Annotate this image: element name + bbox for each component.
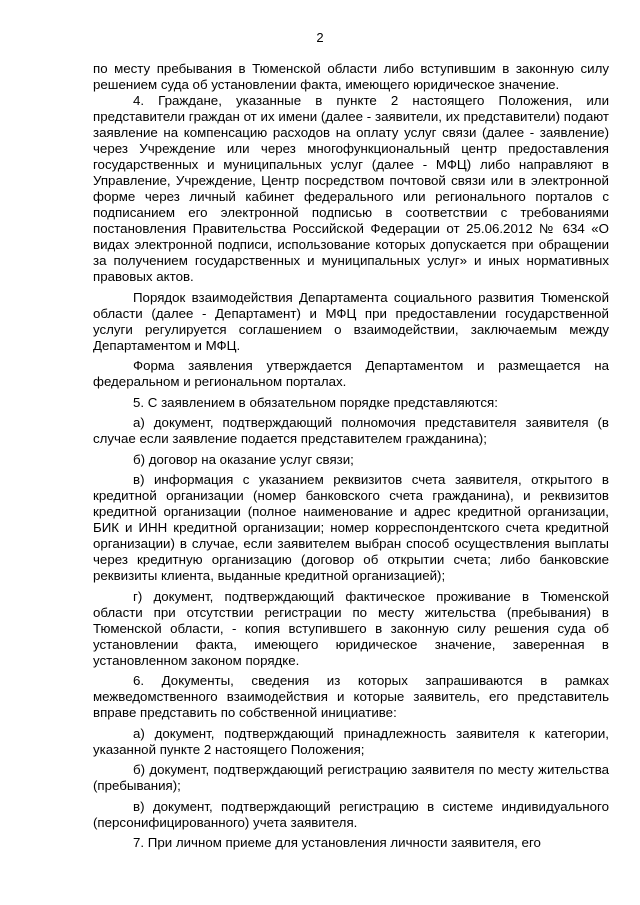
paragraph-item-6: 6. Документы, сведения из которых запрашиваются в рамках межведомственного взаимодействия и которые заявитель, его представитель вправе представить по собственной инициативе: — [93, 673, 609, 720]
page-number: 2 — [316, 30, 324, 45]
paragraph-item-7: 7. При личном приеме для установления личности заявителя, его — [133, 835, 541, 850]
paragraph-continuation: по месту пребывания в Тюменской области либо вступившим в законную силу решением суда об установлении факта, имеющего юридическое значение. — [93, 61, 609, 92]
paragraph-item-5a: а) документ, подтверждающий полномочия представителя заявителя (в случае если заявление подается представителем гражданина); — [93, 415, 609, 446]
paragraph-item-4: 4. Граждане, указанные в пункте 2 настоящего Положения, или представители граждан от их имени (далее - заявители, их представители) подают заявление на компенсацию расходов на оплату услуг связи (далее - заявление) через Учреждение или через многофункциональный центр предоставления государственных и муниципальных услуг (далее - МФЦ) либо направляют в Управление, Учреждение, Центр посредством почтовой связи или в электронной форме через личный кабинет федерального или регионального порталов с подписанием его электронной подписью в соответствии с требованиями постановления Правительства Российской Федерации от 25.06.2012 № 634 «О видах электронной подписи, использование которых допускается при обращении за получением государственных и муниципальных услуг» и иных нормативных правовых актов. — [93, 93, 609, 284]
paragraph-interaction-order: Порядок взаимодействия Департамента социального развития Тюменской области (далее - Департамент) и МФЦ при предоставлении государственной услуги регулируется соглашением о взаимодействии, заключаемым между Департаментом и МФЦ. — [93, 289, 609, 353]
paragraph-item-6a: а) документ, подтверждающий принадлежность заявителя к категории, указанной пункте 2 настоящего Положения; — [93, 725, 609, 757]
paragraph-item-5: 5. С заявлением в обязательном порядке представляются: — [133, 394, 498, 410]
paragraph-item-6v: в) документ, подтверждающий регистрацию в системе индивидуального (персонифицированного) учета заявителя. — [93, 798, 609, 830]
paragraph-item-6b: б) документ, подтверждающий регистрацию заявителя по месту жительства (пребывания); — [93, 762, 609, 793]
document-body — [93, 61, 609, 851]
paragraph-item-5b: б) договор на оказание услуг связи; — [133, 451, 354, 467]
paragraph-application-form: Форма заявления утверждается Департаментом и размещается на федеральном и региональном порталах. — [93, 358, 609, 389]
paragraph-item-5v: в) информация с указанием реквизитов счета заявителя, открытого в кредитной организации (номер банковского счета гражданина), и реквизитов кредитной организации (полное наименование и адрес кредитной организации, БИК и ИНН кредитной организации; номер корреспондентского счета кредитной организации) в случае, если заявителем выбран способ осуществления выплаты через кредитную организацию (договор об открытии счета; либо банковские реквизиты клиента, выданные кредитной организацией); — [93, 472, 609, 583]
paragraph-item-5g: г) документ, подтверждающий фактическое проживание в Тюменской области при отсутствии регистрации по месту жительства (пребывания) в Тюменской области, - копия вступившего в законную силу решения суда об установлении факта, имеющего юридическое значение, заверенная в установленном законом порядке. — [93, 588, 609, 668]
